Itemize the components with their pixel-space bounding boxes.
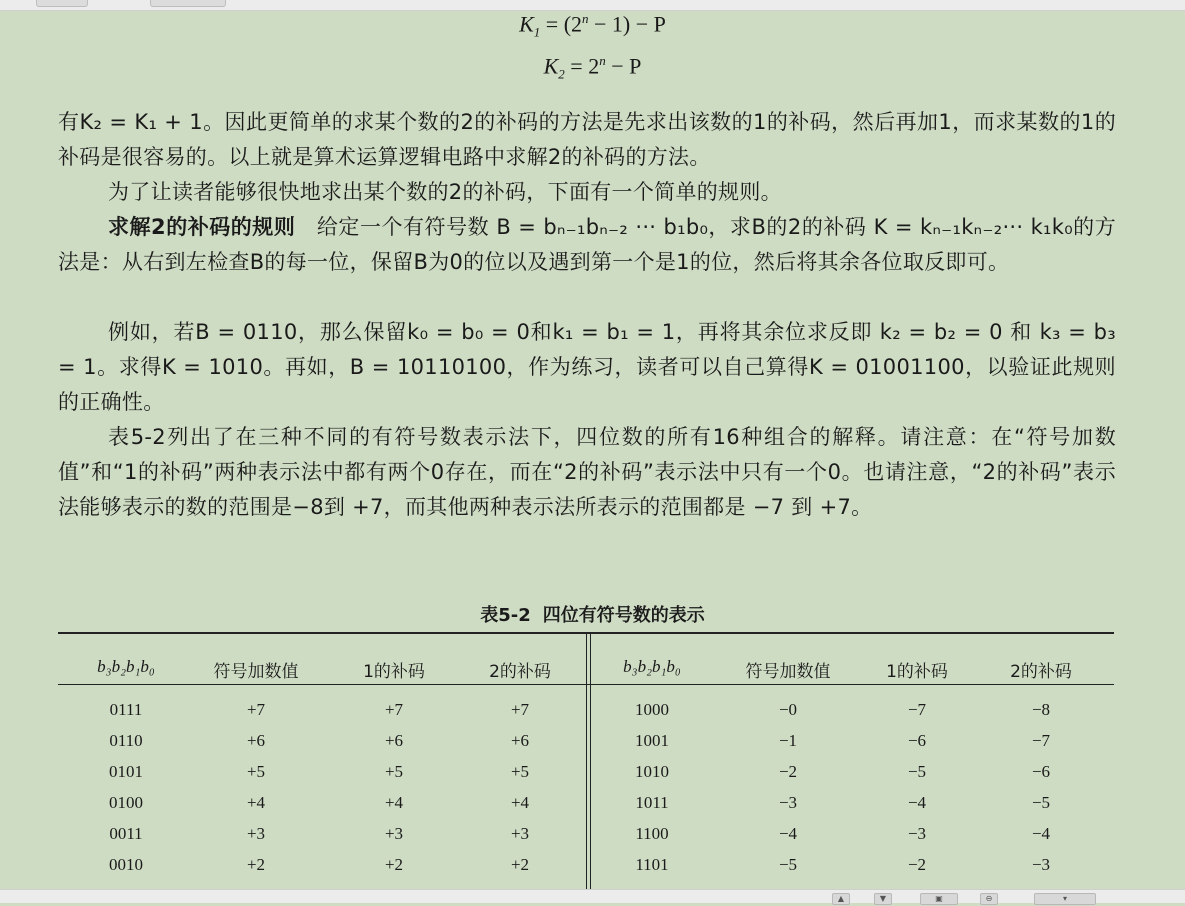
table-cell: −5 — [778, 855, 798, 874]
table-cell: +6 — [384, 731, 404, 750]
formula-k1 — [0, 11, 1185, 41]
table-cell: −4 — [907, 793, 927, 812]
formula-k2 — [0, 53, 1185, 83]
table-cell: −4 — [1031, 824, 1051, 843]
formula-k1-lhs: K — [519, 11, 534, 37]
table-cell: 0011 — [109, 824, 143, 843]
zoom-level-control[interactable]: ▾ — [1034, 893, 1096, 905]
table-caption — [0, 601, 1185, 627]
paragraph-1: 有K₂ = K₁ + 1。因此更简单的求某个数的2的补码的方法是先求出该数的1的补码，然后再加1，而求某数的1的补码是很容易的。以上就是算术运算逻辑电路中求解2的补码的方法。 — [58, 110, 1116, 169]
table-cell: +2 — [246, 855, 266, 874]
table-cell: 0101 — [109, 762, 143, 781]
table-cell: −3 — [778, 793, 798, 812]
paragraph-2: 为了让读者能够很快地求出某个数的2的补码，下面有一个简单的规则。 — [108, 180, 782, 204]
table-cell: +5 — [510, 762, 530, 781]
table-cell: +5 — [246, 762, 266, 781]
table-cell: −4 — [778, 824, 798, 843]
page-up-icon[interactable]: ▲ — [832, 893, 850, 905]
table-cell: 0100 — [109, 793, 143, 812]
top-toolbar — [0, 0, 1185, 11]
table-cell: −6 — [1031, 762, 1051, 781]
rule-heading: 求解2的补码的规则 — [108, 215, 296, 239]
formula-k2-sup: n — [599, 53, 606, 68]
table-cell: −1 — [778, 731, 798, 750]
table-cell: −2 — [907, 855, 927, 874]
formula-k2-rhs-post: − P — [605, 53, 642, 79]
table-cell: 1010 — [635, 762, 669, 781]
table-header-cell: b₃b₂b₁b₀ — [623, 657, 681, 676]
table-cell: +3 — [510, 824, 530, 843]
table-cell: 0111 — [109, 700, 143, 719]
table-cell: 0110 — [109, 731, 143, 750]
formula-k1-rhs: = (2 — [540, 11, 583, 37]
formula-k2-sub: 2 — [558, 66, 565, 82]
table-cell: +4 — [510, 793, 530, 812]
table-cell: 0010 — [109, 855, 143, 874]
table-cell: +6 — [510, 731, 530, 750]
table-header-cell: 符号加数值 — [213, 662, 299, 682]
table-cell: +2 — [384, 855, 404, 874]
table-cell: 1001 — [635, 731, 669, 750]
table-cell: +7 — [246, 700, 266, 719]
table-title: 四位有符号数的表示 — [542, 605, 705, 626]
table-header-cell: 1的补码 — [363, 662, 425, 682]
table-cell: +3 — [384, 824, 404, 843]
table-center-divider — [586, 632, 591, 902]
formula-k1-rhs-post: − 1) − P — [588, 11, 666, 37]
paragraph-3 — [58, 210, 1116, 280]
table-header-cell: b₃b₂b₁b₀ — [97, 657, 155, 676]
paragraph-4: 例如，若B = 0110，那么保留k₀ = b₀ = 0和k₁ = b₁ = 1，再将其余位求反即 k₂ = b₂ = 0 和 k₃ = b₃ = 1。求得K = 1010。再如，B = 10110100，作为练习，读者可以自己算得K = 01001100，以验证此规则的正确性。 — [58, 320, 1116, 414]
table-cell: −7 — [1031, 731, 1051, 750]
table-cell: +3 — [246, 824, 266, 843]
table-number: 表5-2 — [480, 605, 531, 626]
table-header-cell: 符号加数值 — [745, 662, 831, 682]
page-view-icon[interactable]: ▣ — [920, 893, 958, 905]
paragraph-5: 表5-2列出了在三种不同的有符号数表示法下，四位数的所有16种组合的解释。请注意：在“符号加数值”和“1的补码”两种表示法中都有两个0存在，而在“2的补码”表示法中只有一个0。也请注意，“2的补码”表示法能够表示的数的范围是−8到 +7，而其他两种表示法所表示的范围都是 −7 到 +7。 — [58, 425, 1116, 519]
table-cell: +4 — [384, 793, 404, 812]
table-cell: +7 — [384, 700, 404, 719]
formula-k2-rhs: = 2 — [564, 53, 600, 79]
table-cell: −7 — [907, 700, 927, 719]
table-cell: +5 — [384, 762, 404, 781]
table-cell: 1101 — [635, 855, 669, 874]
table-header-cell: 2的补码 — [1010, 662, 1072, 682]
table-cell: +6 — [246, 731, 266, 750]
table-cell: −3 — [1031, 855, 1051, 874]
page-down-icon[interactable]: ▼ — [874, 893, 892, 905]
table-cell: −5 — [1031, 793, 1051, 812]
table-cell: −5 — [907, 762, 927, 781]
zoom-icon[interactable]: ⊖ — [980, 893, 998, 905]
formula-k2-lhs: K — [543, 53, 559, 79]
table-cell: +2 — [510, 855, 530, 874]
table-cell: +4 — [246, 793, 266, 812]
table-header-cell: 2的补码 — [489, 662, 551, 682]
table-cell: −6 — [907, 731, 927, 750]
table-cell: −8 — [1031, 700, 1051, 719]
formula-k1-sub: 1 — [533, 24, 541, 40]
table-cell: −3 — [907, 824, 927, 843]
table-header-cell: 1的补码 — [886, 662, 948, 682]
table-cell: 1011 — [635, 793, 669, 812]
toolbar-button[interactable] — [36, 0, 88, 7]
rule-text: 给定一个有符号数 B = bₙ₋₁bₙ₋₂ ··· b₁b₀，求B的2的补码 K = kₙ₋₁kₙ₋₂··· k₁k₀的方法是：从右到左检查B的每一位，保留B为0的位以及遇到第一个是1的位，然后将其余各位取反即可。 — [58, 215, 1116, 274]
formula-k1-sup: n — [582, 11, 589, 26]
table-cell: −0 — [778, 700, 798, 719]
toolbar-button[interactable] — [150, 0, 226, 7]
bottom-toolbar — [0, 889, 1185, 903]
table-cell: +7 — [510, 700, 530, 719]
table-cell: 1100 — [635, 824, 669, 843]
table-cell: −2 — [778, 762, 798, 781]
document-page — [0, 11, 1185, 889]
table-cell: 1000 — [635, 700, 669, 719]
